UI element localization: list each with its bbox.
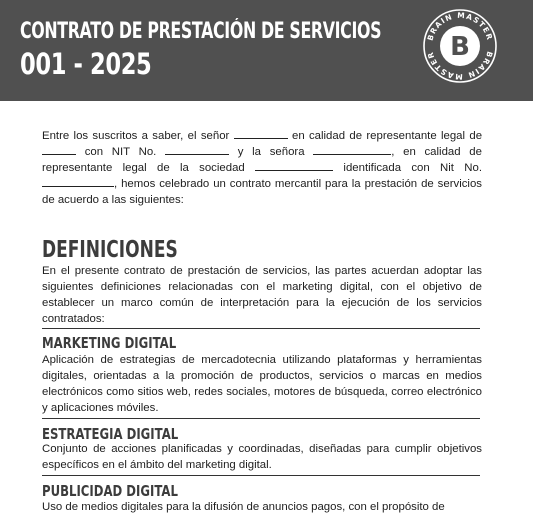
brain-master-logo — [422, 8, 498, 84]
logo-ring-text-bottom: BRAIN MASTER — [425, 50, 495, 82]
term-title-marketing-digital: MARKETING DIGITAL — [42, 334, 177, 352]
blank-field[interactable] — [42, 176, 114, 187]
intro-paragraph: Entre los suscritos a saber, el señor en calidad de representante legal de con NIT No. y la señora , en calidad de representante legal de la sociedad identificada con Nit No. , hemos celebrado un contrato mercantil para la prestación de servicios de acuerdo a las siguientes: — [42, 130, 483, 206]
logo-ring-text-top: BRAIN MASTER — [425, 10, 495, 42]
term-body-marketing-digital: Aplicación de estrategias de mercadotecnia utilizando plataformas y herramientas digitales, orientadas a la promoción de productos, servicios o marcas en medios electrónicos como sitios web, redes sociales, motores de búsqueda, correo electrónico y aplicaciones móviles. — [42, 354, 482, 414]
term-body-publicidad-digital: Uso de medios digitales para la difusión de anuncios pagos, con el propósito de — [42, 501, 445, 513]
blank-field[interactable] — [255, 160, 333, 171]
definiciones-paragraph: En el presente contrato de prestación de servicios, las partes acuerdan adoptar las siguientes definiciones relacionadas con el marketing digital, con el objetivo de establecer un marco común de interpretación para la ejecución de los servicios contratados: — [42, 265, 482, 325]
blank-field[interactable] — [42, 144, 76, 155]
definiciones-heading: DEFINICIONES — [42, 237, 178, 263]
term-body-estrategia-digital: Conjunto de acciones planificadas y coordinadas, diseñadas para cumplir objetivos específicos en el ámbito del marketing digital. — [42, 443, 482, 471]
contract-title: CONTRATO DE PRESTACIÓN DE SERVICIOS — [20, 19, 382, 44]
contract-number: 001 - 2025 — [20, 47, 152, 81]
blank-field[interactable] — [313, 144, 391, 155]
section-divider — [42, 328, 480, 329]
term-title-publicidad-digital: PUBLICIDAD DIGITAL — [42, 482, 178, 500]
section-divider — [42, 418, 480, 419]
header-banner — [0, 0, 533, 101]
section-divider — [42, 475, 480, 476]
term-title-estrategia-digital: ESTRATEGIA DIGITAL — [42, 425, 179, 443]
blank-field[interactable] — [234, 128, 288, 139]
logo-letter: B — [450, 32, 470, 62]
blank-field[interactable] — [165, 144, 229, 155]
